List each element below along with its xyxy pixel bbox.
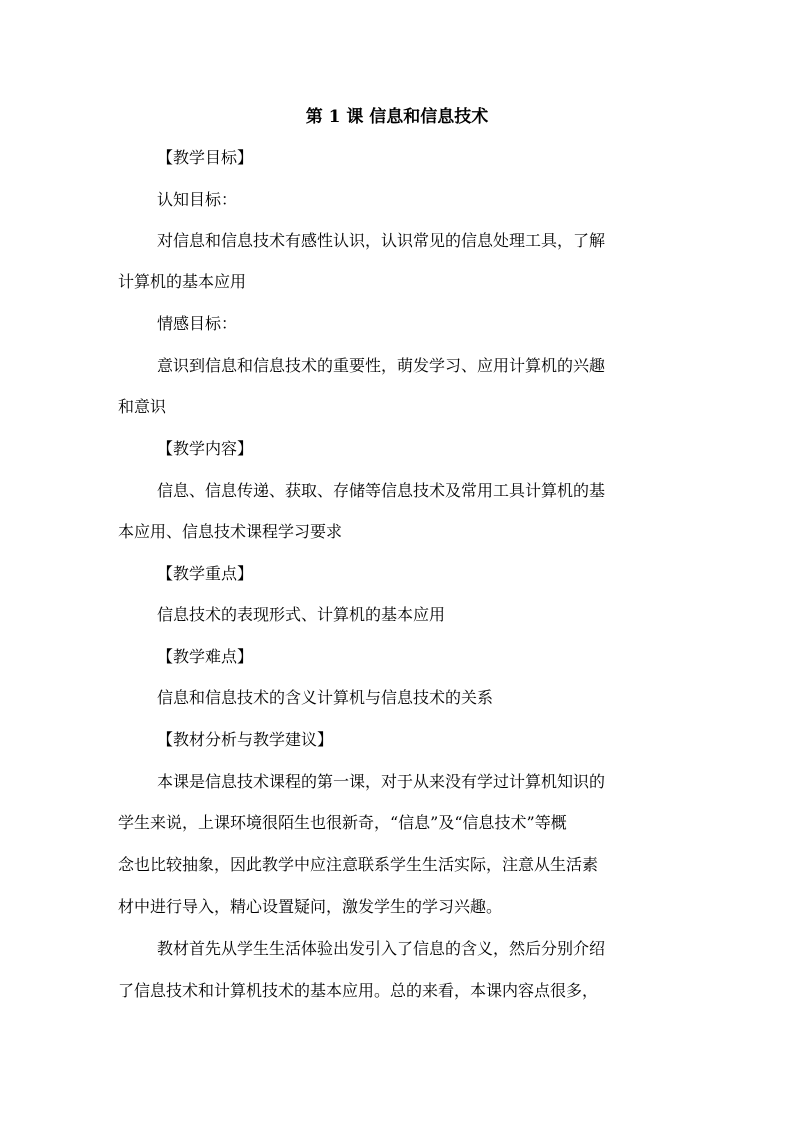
emotional-text-line-1: 意识到信息和信息技术的重要性，萌发学习、应用计算机的兴趣 bbox=[157, 356, 606, 375]
content-text-line-1: 信息、信息传递、获取、存储等信息技术及常用工具计算机的基 bbox=[157, 481, 606, 500]
analysis-paragraph-2-line-1: 教材首先从学生生活体验出发引入了信息的含义，然后分别介绍 bbox=[157, 939, 606, 958]
emotional-text-line-2: 和意识 bbox=[118, 397, 167, 416]
analysis-paragraph-1-line-4: 材中进行导入，精心设置疑问，激发学生的学习兴趣。 bbox=[118, 897, 503, 916]
key-points-text: 信息技术的表现形式、计算机的基本应用 bbox=[157, 605, 446, 624]
difficult-points-heading: 【教学难点】 bbox=[157, 647, 254, 666]
content-heading: 【教学内容】 bbox=[157, 439, 254, 458]
objectives-heading: 【教学目标】 bbox=[157, 148, 254, 167]
cognitive-text-line-2: 计算机的基本应用 bbox=[118, 272, 247, 291]
analysis-paragraph-2-line-2: 了信息技术和计算机技术的基本应用。总的来看，本课内容点很多， bbox=[118, 981, 599, 1000]
cognitive-text-line-1: 对信息和信息技术有感性认识，认识常见的信息处理工具，了解 bbox=[157, 231, 606, 250]
cognitive-label: 认知目标： bbox=[157, 190, 238, 209]
analysis-paragraph-1-line-1: 本课是信息技术课程的第一课，对于从来没有学过计算机知识的 bbox=[157, 772, 606, 791]
content-text-line-2: 本应用、信息技术课程学习要求 bbox=[118, 522, 343, 541]
analysis-paragraph-1-line-2: 学生来说，上课环境很陌生也很新奇，“信息”及“信息技术”等概 bbox=[118, 813, 567, 832]
analysis-heading: 【教材分析与教学建议】 bbox=[157, 730, 334, 749]
lesson-title: 第 1 课 信息和信息技术 bbox=[305, 107, 489, 127]
difficult-points-text: 信息和信息技术的含义计算机与信息技术的关系 bbox=[157, 688, 494, 707]
emotional-label: 情感目标： bbox=[157, 314, 238, 333]
key-points-heading: 【教学重点】 bbox=[157, 564, 254, 583]
analysis-paragraph-1-line-3: 念也比较抽象，因此教学中应注意联系学生生活实际，注意从生活素 bbox=[118, 855, 599, 874]
